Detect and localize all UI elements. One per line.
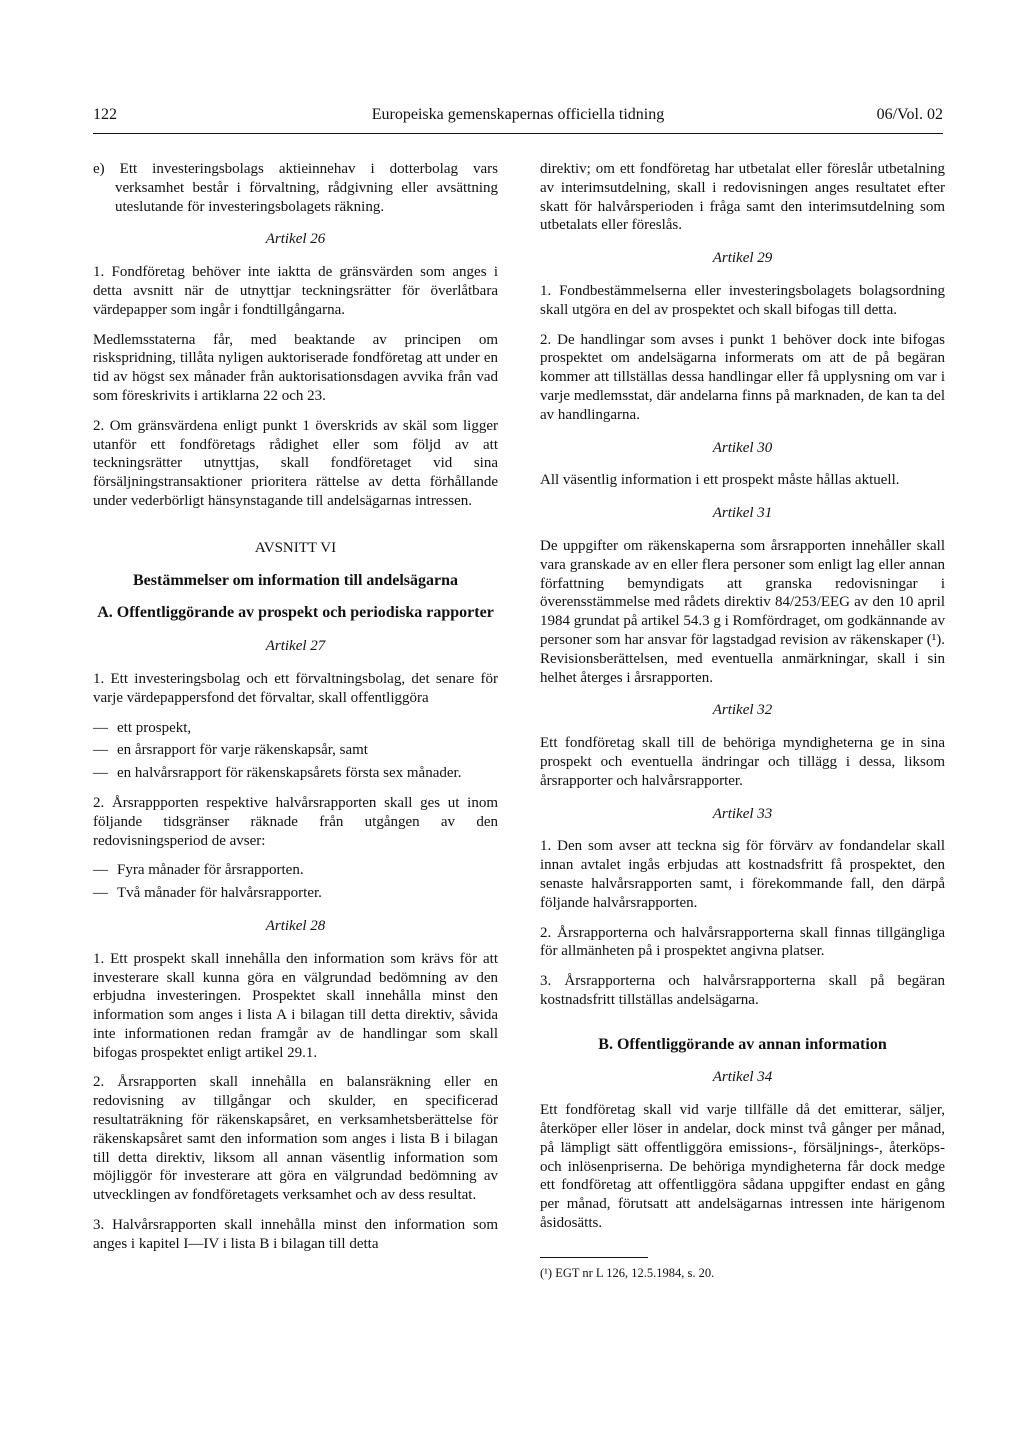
paragraph: Ett fondföretag skall vid varje tillfälle då det emitterar, säljer, återköper eller löser in andelar, dock minst två gånger per månad, på lämpligt sätt offentliggöra emissions-, försäljnings-, återköps- och inlösenpriserna. De behöriga myndigheterna får dock medge ett fondföretag att offentliggöra sådana uppgifter endast en gång per månad, förutsatt att andelsägarnas intressen inte härigenom åsidosätts.: [540, 1102, 945, 1232]
list-item-text: en halvårsrapport för räkenskapsårets första sex månader.: [117, 765, 462, 782]
dash-bullet: —: [93, 719, 108, 736]
paragraph: e) Ett investeringsbolags aktieinnehav i dotterbolag vars verksamhet består i förvaltning, rådgivning eller avsättning uteslutande för investeringsbolagets räkning.: [93, 161, 498, 215]
journal-title: Europeiska gemenskapernas officiella tidning: [371, 106, 665, 123]
list-item: [93, 741, 498, 760]
list-item-text: en årsrapport för varje räkenskapsår, samt: [117, 742, 368, 759]
section-heading: AVSNITT VI: [254, 539, 337, 556]
list-item: [93, 719, 498, 738]
paragraph: direktiv; om ett fondföretag har utbetalat eller föreslår utbetalning av interimsutdelning, skall i redovisningen anges resultatet efter skatt för halvårsperioden i fråga samt den interimsutdelning som utbetalats eller föreslås.: [540, 161, 945, 234]
paragraph: 2. Årsrapporterna och halvårsrapporterna skall finnas tillgängliga för allmänheten på i prospektet angivna platser.: [540, 924, 945, 960]
paragraph: 1. Fondföretag behöver inte iaktta de gränsvärden som anges i detta avsnitt när de utnyttjar teckningsrätter för överlåtbara värdepapper som ingår i fondtillgångarna.: [93, 264, 498, 318]
paragraph: Ett fondföretag skall till de behöriga myndigheterna ge in sina prospekt och eventuella ändringar och tillägg i dessa, liksom årsrapporter och halvårsrapporter.: [540, 735, 945, 789]
edition-label: 06/Vol. 02: [876, 106, 943, 123]
article-heading: Artikel 27: [265, 638, 326, 655]
article-heading: Artikel 30: [712, 439, 773, 456]
paragraph: 2. Årsrapporten skall innehålla en balansräkning eller en redovisning av tillgångar och skulder, en specificerad resultaträkning för räkenskapsåret, en verksamhetsberättelse för räkenskapsåret samt den information som anges i lista B i bilagan till detta direktiv, liksom all annan väsentlig information som möjliggör för investerare att göra en välgrundad bedömning av utvecklingen av fondföretagets verksamhet och av dess resultat.: [93, 1074, 498, 1204]
list-item-text: Fyra månader för årsrapporten.: [117, 862, 304, 879]
dash-bullet: —: [93, 885, 108, 902]
paragraph: 1. Den som avser att teckna sig för förvärv av fondandelar skall innan avtalet ingås erbjudas att kostnadsfritt få prospektet, den senaste halvårsrapporten samt, i förekommande fall, den därpå följande halvårsrapporten.: [540, 838, 945, 911]
dash-bullet: —: [93, 765, 108, 782]
dash-bullet: —: [93, 862, 108, 879]
subsection-title: B. Offentliggörande av annan information: [598, 1035, 887, 1053]
paragraph: 2. Om gränsvärdena enligt punkt 1 överskrids av skäl som ligger utanför ett fondföretags rådighet eller som följd av att teckningsrätter utnyttjas, skall fondföretaget vid sina försäljningstransaktioner prioritera rättelse av detta förhållande under vederbörligt hänsynstagande till andelsägarnas intressen.: [93, 417, 498, 509]
paragraph: 1. Ett investeringsbolag och ett förvaltningsbolag, det senare för varje värdepappersfond det förvaltar, skall offentliggöra: [93, 670, 498, 706]
page-number: 122: [93, 106, 117, 123]
paragraph: 1. Fondbestämmelserna eller investeringsbolagets bolagsordning skall utgöra en del av prospektet och skall bifogas till detta.: [540, 282, 945, 318]
article-heading: Artikel 34: [712, 1069, 773, 1086]
list-item-text: Två månader för halvårsrapporter.: [117, 885, 322, 902]
paragraph: Medlemsstaterna får, med beaktande av principen om riskspridning, tillåta nyligen auktoriserade fondföretag att under en tid av högst sex månader från auktorisationsdagen avvika från vad som föreskrivits i artiklarna 22 och 23.: [93, 331, 498, 404]
article-heading: Artikel 26: [265, 231, 326, 248]
paragraph: 3. Årsrapporterna och halvårsrapporterna skall på begäran kostnadsfritt tillställas andelsägarna.: [540, 973, 945, 1008]
list-item: [93, 861, 498, 880]
header-rule: [93, 133, 943, 134]
paragraph: 1. Ett prospekt skall innehålla den information som krävs för att investerare skall kunna göra en välgrundad bedömning av den erbjudna investeringen. Prospektet skall innehålla minst den information som anges i lista A i bilagan till detta direktiv, såvida inte informationen redan framgår av de handlingar som skall bifogas prospektet enligt artikel 29.1.: [93, 950, 498, 1061]
list-item: [93, 764, 498, 783]
paragraph: 2. Årsrappporten respektive halvårsrapporten skall ges ut inom följande tidsgränser räknade från utgången av den redovisningsperiod de avser:: [93, 794, 498, 849]
paragraph: De uppgifter om räkenskaperna som årsrapporten innehåller skall vara granskade av en eller flera personer som enligt lag eller annan författning bemyndigats att granska redovisningar i överensstämmelse med rådets direktiv 84/253/EEG av den 10 april 1984 grundat på artikel 54.3 g i Romfördraget, om godkännande av personer som har ansvar för lagstadgad revision av räkenskaper (¹). Revisionsberättelsen, med eventuella anmärkningar, skall i sin helhet återges i årsrapporten.: [540, 537, 945, 686]
list-item-text: ett prospekt,: [117, 719, 192, 736]
footnote: (¹) EGT nr L 126, 12.5.1984, s. 20.: [540, 1265, 715, 1280]
article-heading: Artikel 28: [265, 917, 326, 934]
article-heading: Artikel 32: [712, 702, 773, 719]
left-column: [93, 160, 498, 1265]
article-heading: Artikel 31: [712, 505, 773, 522]
article-heading: Artikel 29: [712, 250, 773, 267]
subsection-title: A. Offentliggörande av prospekt och periodiska rapporter: [97, 604, 494, 622]
section-title: Bestämmelser om information till andelsägarna: [132, 571, 458, 589]
paragraph: All väsentlig information i ett prospekt måste hållas aktuell.: [540, 472, 900, 489]
paragraph: 2. De handlingar som avses i punkt 1 behöver dock inte bifogas prospektet om andelsägarna informerats om att de på begäran kommer att tillställas dessa handlingar eller få upplysning om var i varje medlemsstat, där andelarna finns på marknaden, de kan ta del av handlingarna.: [540, 331, 945, 423]
dash-bullet: —: [93, 742, 108, 759]
page-header: [93, 106, 943, 132]
list-item: [93, 884, 498, 903]
footnote-rule: [540, 1257, 648, 1258]
paragraph: 3. Halvårsrapporten skall innehålla minst den information som anges i kapitel I—IV i lista B i bilagan till detta: [93, 1217, 498, 1252]
right-column: [540, 160, 945, 1283]
article-heading: Artikel 33: [712, 805, 773, 822]
